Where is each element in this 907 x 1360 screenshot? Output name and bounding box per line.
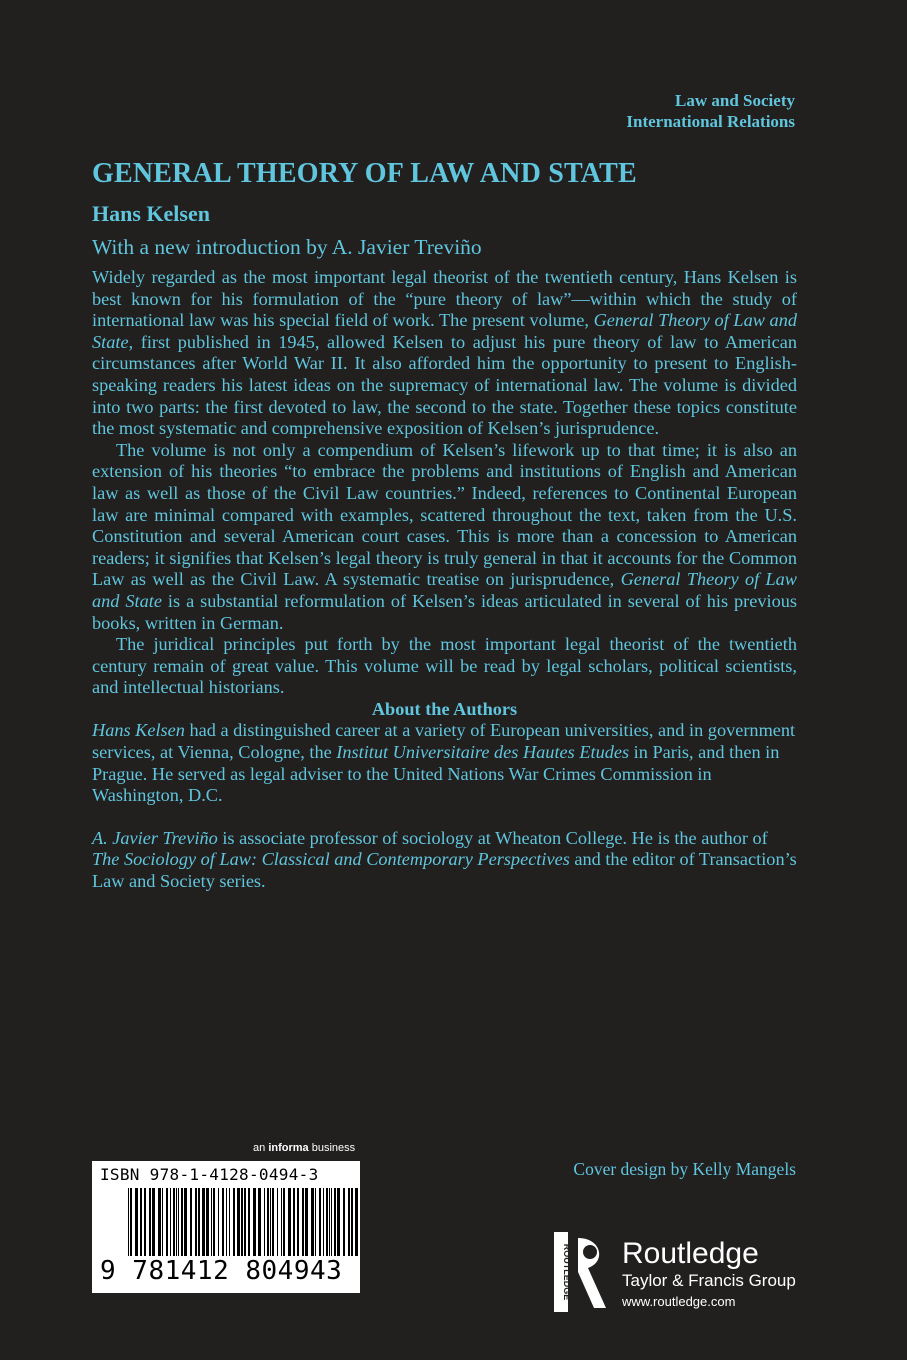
barcode-bar <box>241 1188 243 1256</box>
barcode-bar <box>162 1188 163 1256</box>
barcode-bar <box>237 1188 240 1256</box>
barcode-bar <box>315 1188 316 1256</box>
publisher-url: www.routledge.com <box>622 1294 736 1309</box>
barcode-bar <box>128 1188 129 1256</box>
isbn-label: ISBN 978-1-4128-0494-3 <box>100 1165 319 1184</box>
barcode-digits: 9 781412 804943 <box>100 1256 343 1286</box>
barcode-bar <box>355 1188 358 1256</box>
barcode-bar <box>343 1188 345 1256</box>
barcode-bar <box>323 1188 324 1256</box>
barcode-bar <box>149 1188 151 1256</box>
barcode-bar <box>244 1188 246 1256</box>
barcode-bar <box>283 1188 285 1256</box>
barcode-bar <box>144 1188 146 1256</box>
barcode-bar <box>166 1188 168 1256</box>
barcode-bar <box>319 1188 321 1256</box>
barcode-bar <box>198 1188 200 1256</box>
blurb-paragraph-2: The volume is not only a compendium of Kelsen’s lifework up to that time; it is also an extension of his theories “to embrace the problems and institutions of English and American law as well as those of the Civil Law countries.” Indeed, references to Continental European law are minimal compared with examples, scattered throughout the text, taken from the U.S. Constitution and several American court cases. This is more than a concession to American readers; it signifies that Kelsen’s legal theory is truly general in that it accounts for the Common Law as well as the Civil Law. A systematic treatise on jurisprudence, General Theory of Law and State is a substantial reformulation of Kelsen’s ideas articulated in several of his previous books, written in German. <box>92 439 797 633</box>
series-line-2: International Relations <box>626 112 795 131</box>
about-author-trevino: A. Javier Treviño is associate professor of sociology at Wheaton College. He is the author of The Sociology of Law: Classical and Contemporary Perspectives and the editor of Transaction’s Law and Society series. <box>92 827 797 892</box>
barcode-bar <box>311 1188 314 1256</box>
barcode-bar <box>176 1188 177 1256</box>
barcode-bar <box>184 1188 187 1256</box>
barcode-bar <box>158 1188 161 1256</box>
barcode-bar <box>334 1188 336 1256</box>
barcode-bar <box>152 1188 155 1256</box>
about-authors-heading: About the Authors <box>371 698 518 719</box>
about-author-kelsen: Hans Kelsen had a distinguished career at a variety of European universities, and in government services, at Vienna, Cologne, the Institut Universitaire des Hautes Etudes in Paris, and then in Prague. He served as legal adviser to the United Nations War Crimes Commission in Washington, D.C. <box>92 720 796 806</box>
barcode-bar <box>229 1188 230 1256</box>
barcode-bar <box>270 1188 271 1256</box>
barcode-bar <box>272 1188 274 1256</box>
series-label <box>626 90 795 132</box>
book-title: GENERAL THEORY OF LAW AND STATE <box>92 158 637 189</box>
barcode-bar <box>293 1188 295 1256</box>
barcode-bar <box>302 1188 304 1256</box>
barcode-bars <box>128 1188 358 1256</box>
introduction-credit: With a new introduction by A. Javier Treviño <box>92 235 482 259</box>
barcode-bar <box>178 1188 179 1256</box>
barcode-bar <box>140 1188 142 1256</box>
barcode-bar <box>297 1188 299 1256</box>
barcode-bar <box>213 1188 215 1256</box>
barcode-bar <box>218 1188 219 1256</box>
barcode-bar <box>305 1188 308 1256</box>
barcode-bar <box>233 1188 235 1256</box>
barcode-bar <box>281 1188 282 1256</box>
publisher-name: Routledge <box>622 1237 759 1270</box>
barcode-bar <box>267 1188 269 1256</box>
publisher-group: Taylor & Francis Group <box>622 1271 796 1290</box>
barcode-bar <box>331 1188 332 1256</box>
barcode-bar <box>248 1188 250 1256</box>
barcode-bar <box>135 1188 138 1256</box>
barcode-bar <box>222 1188 224 1256</box>
barcode-bar <box>202 1188 205 1256</box>
barcode-bar <box>253 1188 256 1256</box>
barcode-bar <box>190 1188 192 1256</box>
cover-design-credit: Cover design by Kelly Mangels <box>573 1159 796 1179</box>
barcode-bar <box>258 1188 261 1256</box>
logo-vertical-word: ROUTLEDGE <box>562 1243 572 1301</box>
barcode-bar <box>206 1188 209 1256</box>
barcode-bar <box>288 1188 291 1256</box>
barcode-bar <box>181 1188 183 1256</box>
barcode-bar <box>226 1188 227 1256</box>
barcode-bar <box>170 1188 171 1256</box>
blurb-paragraph-3: The juridical principles put forth by the most important legal theorist of the twentieth century remain of great value. This volume will be read by legal scholars, political scientists, and intellectual historians. <box>92 634 797 698</box>
author-name: Hans Kelsen <box>92 201 210 226</box>
publisher-block <box>622 1238 796 1312</box>
blurb-body <box>92 267 797 914</box>
barcode-bar <box>277 1188 278 1256</box>
barcode-bar <box>337 1188 340 1256</box>
barcode-bar <box>211 1188 212 1256</box>
informa-business-label: an informa business <box>253 1142 356 1154</box>
barcode-bar <box>351 1188 353 1256</box>
series-line-1: Law and Society <box>675 91 795 110</box>
barcode-bar <box>173 1188 175 1256</box>
barcode-bar <box>264 1188 265 1256</box>
blurb-paragraph-1: Widely regarded as the most important legal theorist of the twentieth century, Hans Kelsen is best known for his formulation of the “pure theory of law”—within which the study of international law was his special field of work. The present volume, General Theory of Law and State, first published in 1945, allowed Kelsen to adjust his pure theory of law to American circumstances after World War II. It also afforded him the opportunity to present to English-speaking readers his latest ideas on the supremacy of international law. The volume is divided into two parts: the first devoted to law, the second to the state. Together these topics constitute the most systematic and comprehensive exposition of Kelsen’s jurisprudence. <box>92 267 797 439</box>
barcode-bar <box>348 1188 350 1256</box>
barcode-bar <box>326 1188 328 1256</box>
barcode-bar <box>195 1188 197 1256</box>
isbn-barcode <box>92 1161 360 1293</box>
barcode-bar <box>329 1188 330 1256</box>
barcode-bar <box>130 1188 132 1256</box>
